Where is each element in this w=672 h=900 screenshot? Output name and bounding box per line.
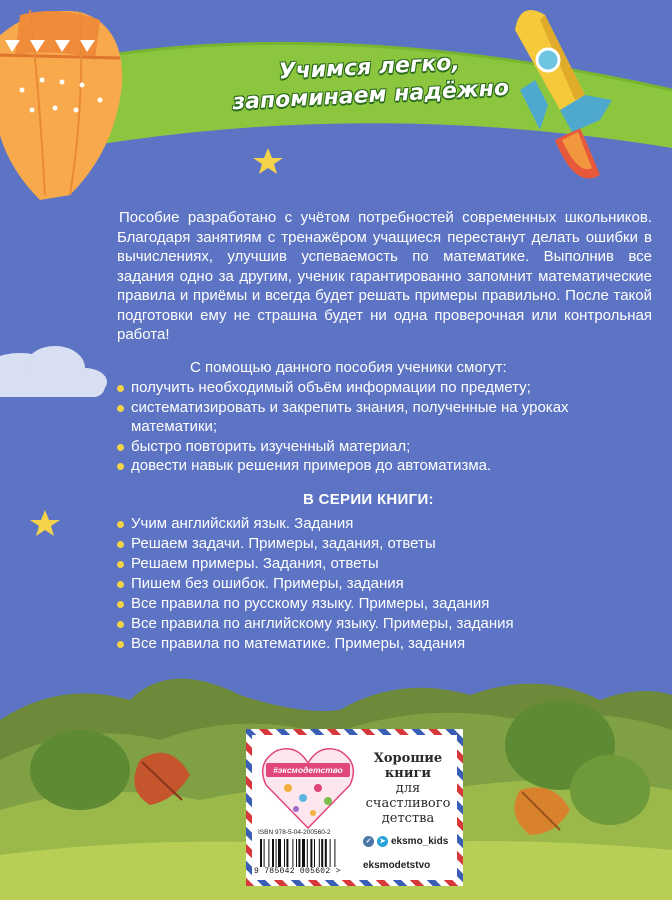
barcode-bar xyxy=(264,839,265,869)
barcode-bar xyxy=(319,839,320,869)
barcode-bar xyxy=(268,839,269,869)
list-item: довести навык решения примеров до автоматизма. xyxy=(117,456,657,476)
list-item: Все правила по математике. Примеры, задания xyxy=(117,634,657,654)
star-icon xyxy=(253,148,283,174)
list-item: систематизировать и закрепить знания, полученные на уроках математики; xyxy=(117,398,657,437)
vk-icon: ✓ xyxy=(363,836,374,847)
barcode-bar xyxy=(296,839,297,869)
list-item: быстро повторить изученный материал; xyxy=(117,437,657,457)
list-item: Пишем без ошибок. Примеры, задания xyxy=(117,574,657,594)
left-decoration xyxy=(0,320,120,560)
intro-paragraph: Пособие разработано с учётом потребностей современных школьников. Благодаря занятиям с тренажёром учащиеся перестанут делать ошибки в вычислениях, улучшив успеваемость по математике. Выполнив все задания одно за другим, ученик гарантированно запомнит математические правила и приёмы и всегда будет решать примеры правильно. После такой подготовки ему не страшна будет ни одна проверочная или контрольная работа! xyxy=(117,209,652,343)
benefits-list xyxy=(117,378,657,476)
barcode-bar xyxy=(284,839,285,869)
barcode-bar xyxy=(325,839,327,869)
website-text: eksmodetstvo xyxy=(363,860,431,871)
slogan xyxy=(358,751,458,826)
isbn-text: ISBN 978-5-04-200560-2 xyxy=(258,829,331,836)
telegram-icon: ➤ xyxy=(377,836,388,847)
star-icon xyxy=(30,510,60,536)
barcode-bar xyxy=(276,839,277,869)
slogan-line3: для счастливого xyxy=(365,781,451,811)
publisher-badge xyxy=(246,729,463,886)
list-item: Решаем задачи. Примеры, задания, ответы xyxy=(117,534,657,554)
barcode-bar xyxy=(286,839,288,869)
banner-title-line2: запоминаем надёжно xyxy=(231,75,510,116)
slogan-line2: книги xyxy=(384,766,432,781)
list-item: получить необходимый объём информации по предмету; xyxy=(117,378,657,398)
hot-air-balloon-icon xyxy=(0,10,122,200)
barcode-bar xyxy=(321,839,323,869)
banner-title-line1: Учимся легко, xyxy=(278,50,461,85)
list-item: Решаем примеры. Задания, ответы xyxy=(117,554,657,574)
heart-logo xyxy=(258,743,358,833)
barcode-bar xyxy=(272,839,274,869)
slogan-line4: детства xyxy=(381,811,435,826)
barcode-bar xyxy=(278,839,281,869)
barcode-bar xyxy=(310,839,312,869)
cloud-icon xyxy=(0,346,107,397)
barcode-digits: 9 785042 005602 > xyxy=(254,867,366,876)
list-item: Все правила по английскому языку. Примеры, задания xyxy=(117,614,657,634)
slogan-line1: Хорошие xyxy=(373,751,443,766)
barcode-bar xyxy=(302,839,305,869)
barcode-bar xyxy=(314,839,315,869)
series-list xyxy=(117,514,657,654)
list-item: Учим английский язык. Задания xyxy=(117,514,657,534)
hashtag-label: #эксмодетство xyxy=(266,763,350,777)
social-handle-text: eksmo_kids xyxy=(391,836,449,847)
benefits-intro: С помощью данного пособия ученики смогут: xyxy=(190,359,507,376)
barcode-bar xyxy=(298,839,300,869)
series-heading: В СЕРИИ КНИГИ: xyxy=(303,491,434,508)
barcode-bar xyxy=(330,839,331,869)
barcode-bar xyxy=(292,839,293,869)
barcode-bar xyxy=(260,839,262,869)
barcode-bar xyxy=(307,839,308,869)
barcode-bar xyxy=(334,839,335,869)
social-handle xyxy=(363,836,448,847)
heart-icon xyxy=(258,743,358,833)
list-item: Все правила по русскому языку. Примеры, задания xyxy=(117,594,657,614)
